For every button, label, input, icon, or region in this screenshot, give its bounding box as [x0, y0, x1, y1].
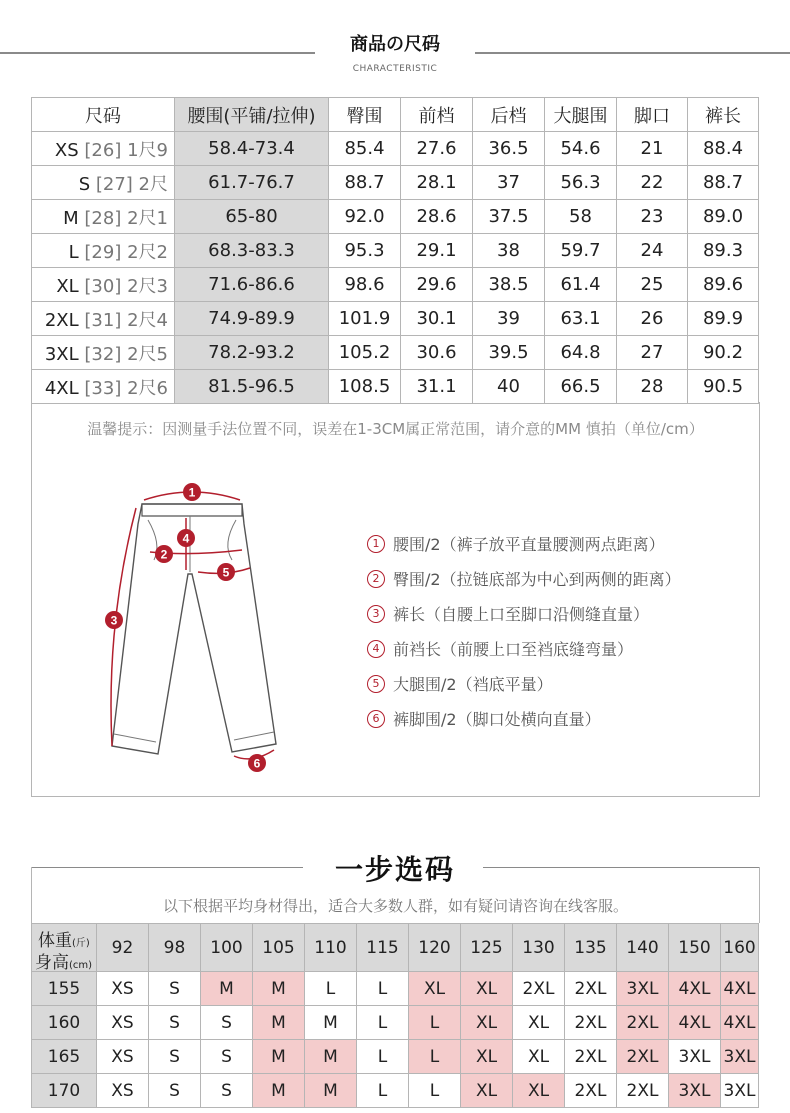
- recommended-size-cell: M: [201, 972, 253, 1006]
- recommended-size-cell: 4XL: [669, 1006, 721, 1040]
- size-label-cell: [32, 166, 175, 200]
- recommended-size-cell: L: [357, 1074, 409, 1108]
- size-waist-chi: 2尺2: [127, 241, 168, 263]
- recommended-size-cell: L: [357, 1006, 409, 1040]
- recommended-size-cell: S: [149, 972, 201, 1006]
- selector-table-body: [32, 972, 759, 1108]
- recommended-size-cell: XL: [461, 1040, 513, 1074]
- legend-item: [367, 631, 681, 666]
- size-table-body: [32, 132, 759, 404]
- selector-row: [32, 972, 759, 1006]
- size-value-waist: 58.4-73.4: [175, 132, 329, 166]
- size-value-back: 38: [473, 234, 545, 268]
- size-value-waist: 81.5-96.5: [175, 370, 329, 404]
- recommended-size-cell: 4XL: [721, 972, 759, 1006]
- size-value-front: 29.6: [401, 268, 473, 302]
- weight-header-cell: 92: [97, 924, 149, 972]
- height-cell: 155: [32, 972, 97, 1006]
- header-length: 裤长: [688, 98, 759, 132]
- svg-text:2: 2: [160, 547, 168, 562]
- size-row: [32, 302, 759, 336]
- recommended-size-cell: M: [305, 1074, 357, 1108]
- weight-header-cell: 115: [357, 924, 409, 972]
- legend-item: [367, 596, 681, 631]
- recommended-size-cell: 3XL: [669, 1074, 721, 1108]
- marker-6: [248, 754, 266, 772]
- size-value-waist: 61.7-76.7: [175, 166, 329, 200]
- legend-text: 前裆长（前腰上口至裆底缝弯量）: [393, 640, 634, 659]
- weight-label: 体重(斤): [38, 931, 90, 951]
- size-value-hip: 105.2: [329, 336, 401, 370]
- size-waist-inch: [33]: [84, 377, 122, 399]
- size-value-hem: 23: [617, 200, 688, 234]
- size-waist-chi: 2尺5: [127, 343, 168, 365]
- size-waist-chi: 2尺4: [127, 309, 168, 331]
- weight-header-cell: 150: [669, 924, 721, 972]
- recommended-size-cell: L: [357, 1040, 409, 1074]
- size-value-back: 39: [473, 302, 545, 336]
- size-value-thigh: 66.5: [545, 370, 617, 404]
- weight-header-cell: 110: [305, 924, 357, 972]
- recommended-size-cell: S: [201, 1006, 253, 1040]
- recommended-size-cell: XS: [97, 1074, 149, 1108]
- recommended-size-cell: L: [305, 972, 357, 1006]
- size-value-hem: 21: [617, 132, 688, 166]
- recommended-size-cell: 2XL: [565, 1074, 617, 1108]
- recommended-size-cell: XL: [513, 1040, 565, 1074]
- size-value-hip: 95.3: [329, 234, 401, 268]
- size-value-front: 30.1: [401, 302, 473, 336]
- size-value-hip: 108.5: [329, 370, 401, 404]
- marker-3: [105, 611, 123, 629]
- page-subtitle: CHARACTERISTIC: [352, 64, 438, 74]
- size-table: [31, 97, 759, 404]
- recommended-size-cell: 2XL: [565, 1040, 617, 1074]
- size-label-cell: [32, 370, 175, 404]
- marker-5: [217, 563, 235, 581]
- recommended-size-cell: 3XL: [721, 1040, 759, 1074]
- recommended-size-cell: 3XL: [721, 1074, 759, 1108]
- header-front-rise: 前档: [401, 98, 473, 132]
- size-value-thigh: 64.8: [545, 336, 617, 370]
- pants-diagram: [92, 464, 312, 784]
- size-value-hip: 101.9: [329, 302, 401, 336]
- size-value-hem: 25: [617, 268, 688, 302]
- size-value-hem: 27: [617, 336, 688, 370]
- size-value-front: 28.6: [401, 200, 473, 234]
- size-value-back: 37.5: [473, 200, 545, 234]
- recommended-size-cell: L: [409, 1040, 461, 1074]
- recommended-size-cell: 2XL: [617, 1074, 669, 1108]
- size-value-length: 89.6: [688, 268, 759, 302]
- svg-text:3: 3: [110, 613, 118, 628]
- recommended-size-cell: XL: [461, 972, 513, 1006]
- size-value-length: 89.0: [688, 200, 759, 234]
- size-row: [32, 336, 759, 370]
- size-value-hip: 98.6: [329, 268, 401, 302]
- size-waist-inch: [32]: [84, 343, 122, 365]
- size-value-front: 28.1: [401, 166, 473, 200]
- size-value-hip: 85.4: [329, 132, 401, 166]
- size-value-waist: 74.9-89.9: [175, 302, 329, 336]
- height-label: 身高(cm): [35, 953, 93, 973]
- size-waist-inch: [26]: [84, 139, 122, 161]
- size-section-header: [0, 0, 790, 90]
- recommended-size-cell: 2XL: [565, 1006, 617, 1040]
- size-label: S: [78, 173, 91, 195]
- size-label: 4XL: [44, 377, 79, 399]
- recommended-size-cell: XL: [461, 1006, 513, 1040]
- weight-header-cell: 105: [253, 924, 305, 972]
- legend-number: 3: [367, 605, 385, 623]
- recommended-size-cell: 4XL: [669, 972, 721, 1006]
- selector-header-row: [32, 924, 759, 972]
- size-waist-chi: 2尺: [138, 173, 168, 195]
- size-value-hip: 88.7: [329, 166, 401, 200]
- legend-text: 腰围/2（裤子放平直量腰测两点距离）: [393, 535, 665, 554]
- size-label: 3XL: [44, 343, 79, 365]
- size-waist-chi: 2尺6: [127, 377, 168, 399]
- recommended-size-cell: L: [409, 1074, 461, 1108]
- legend-text: 裤脚围/2（脚口处横向直量）: [393, 710, 601, 729]
- size-value-hem: 26: [617, 302, 688, 336]
- selector-note-box: [31, 867, 760, 923]
- measurement-legend: [367, 526, 681, 736]
- header-size: 尺码: [32, 98, 175, 132]
- legend-item: [367, 701, 681, 736]
- size-waist-inch: [28]: [84, 207, 122, 229]
- size-waist-chi: 1尺9: [127, 139, 168, 161]
- size-value-thigh: 54.6: [545, 132, 617, 166]
- weight-header-cell: 125: [461, 924, 513, 972]
- size-value-length: 88.4: [688, 132, 759, 166]
- measurement-tip: 温馨提示：因测量手法位置不同，误差在1-3CM属正常范围，请介意的MM 慎拍（单位/cm）: [87, 420, 704, 438]
- header-hem: 脚口: [617, 98, 688, 132]
- recommended-size-cell: 3XL: [617, 972, 669, 1006]
- recommended-size-cell: M: [305, 1006, 357, 1040]
- legend-item: [367, 561, 681, 596]
- recommended-size-cell: M: [305, 1040, 357, 1074]
- size-value-back: 39.5: [473, 336, 545, 370]
- selector-row: [32, 1040, 759, 1074]
- size-value-front: 31.1: [401, 370, 473, 404]
- size-value-thigh: 58: [545, 200, 617, 234]
- selector-note: 以下根据平均身材得出，适合大多数人群，如有疑问请咨询在线客服。: [162, 897, 628, 915]
- size-row: [32, 132, 759, 166]
- recommended-size-cell: 2XL: [565, 972, 617, 1006]
- size-value-thigh: 61.4: [545, 268, 617, 302]
- size-value-hem: 24: [617, 234, 688, 268]
- marker-1: [183, 483, 201, 501]
- size-row: [32, 370, 759, 404]
- selector-title: 一步选码: [334, 853, 455, 886]
- size-label-cell: [32, 200, 175, 234]
- recommended-size-cell: 4XL: [721, 1006, 759, 1040]
- size-row: [32, 166, 759, 200]
- header-thigh: 大腿围: [545, 98, 617, 132]
- size-waist-inch: [31]: [84, 309, 122, 331]
- size-label-cell: [32, 302, 175, 336]
- page-title: 商品の尺码: [350, 34, 440, 55]
- recommended-size-cell: 2XL: [617, 1040, 669, 1074]
- size-row: [32, 200, 759, 234]
- selector-row: [32, 1074, 759, 1108]
- recommended-size-cell: S: [149, 1074, 201, 1108]
- svg-text:6: 6: [253, 756, 261, 771]
- recommended-size-cell: 3XL: [669, 1040, 721, 1074]
- measurement-diagram-box: [31, 402, 760, 797]
- recommended-size-cell: XL: [513, 1074, 565, 1108]
- recommended-size-cell: M: [253, 1040, 305, 1074]
- svg-text:1: 1: [188, 485, 196, 500]
- size-waist-inch: [30]: [84, 275, 122, 297]
- size-waist-inch: [27]: [95, 173, 133, 195]
- weight-header-cell: 120: [409, 924, 461, 972]
- recommended-size-cell: 2XL: [513, 972, 565, 1006]
- recommended-size-cell: L: [409, 1006, 461, 1040]
- legend-text: 臀围/2（拉链底部为中心到两侧的距离）: [393, 570, 681, 589]
- size-value-back: 38.5: [473, 268, 545, 302]
- recommended-size-cell: XS: [97, 1006, 149, 1040]
- recommended-size-cell: M: [253, 1006, 305, 1040]
- weight-header-cell: 130: [513, 924, 565, 972]
- marker-2: [155, 545, 173, 563]
- size-value-front: 27.6: [401, 132, 473, 166]
- legend-text: 裤长（自腰上口至脚口沿侧缝直量）: [393, 605, 650, 624]
- legend-number: 4: [367, 640, 385, 658]
- weight-header-cell: 100: [201, 924, 253, 972]
- header-waist: 腰围(平铺/拉伸): [175, 98, 329, 132]
- recommended-size-cell: S: [201, 1074, 253, 1108]
- legend-number: 5: [367, 675, 385, 693]
- size-value-back: 37: [473, 166, 545, 200]
- legend-number: 6: [367, 710, 385, 728]
- recommended-size-cell: L: [357, 972, 409, 1006]
- size-value-back: 40: [473, 370, 545, 404]
- size-label: M: [63, 207, 79, 229]
- size-label-cell: [32, 268, 175, 302]
- weight-header-cell: 160: [721, 924, 759, 972]
- recommended-size-cell: 2XL: [617, 1006, 669, 1040]
- recommended-size-cell: M: [253, 972, 305, 1006]
- size-value-length: 89.9: [688, 302, 759, 336]
- size-label: L: [68, 241, 79, 263]
- size-value-length: 89.3: [688, 234, 759, 268]
- recommended-size-cell: S: [149, 1040, 201, 1074]
- recommended-size-cell: M: [253, 1074, 305, 1108]
- size-value-waist: 68.3-83.3: [175, 234, 329, 268]
- header-back-rise: 后档: [473, 98, 545, 132]
- size-value-hip: 92.0: [329, 200, 401, 234]
- svg-text:4: 4: [182, 531, 190, 546]
- height-cell: 165: [32, 1040, 97, 1074]
- height-cell: 170: [32, 1074, 97, 1108]
- size-row: [32, 234, 759, 268]
- svg-text:5: 5: [222, 565, 230, 580]
- size-value-thigh: 59.7: [545, 234, 617, 268]
- size-waist-inch: [29]: [84, 241, 122, 263]
- size-value-back: 36.5: [473, 132, 545, 166]
- size-label: 2XL: [44, 309, 79, 331]
- size-value-front: 29.1: [401, 234, 473, 268]
- size-waist-chi: 2尺3: [127, 275, 168, 297]
- size-table-header-row: [32, 98, 759, 132]
- legend-number: 2: [367, 570, 385, 588]
- size-label-cell: [32, 132, 175, 166]
- marker-4: [177, 529, 195, 547]
- size-label: XL: [56, 275, 79, 297]
- legend-number: 1: [367, 535, 385, 553]
- size-value-length: 90.5: [688, 370, 759, 404]
- recommended-size-cell: XS: [97, 972, 149, 1006]
- selector-row: [32, 1006, 759, 1040]
- recommended-size-cell: XL: [513, 1006, 565, 1040]
- size-row: [32, 268, 759, 302]
- weight-header-cell: 140: [617, 924, 669, 972]
- size-value-waist: 78.2-93.2: [175, 336, 329, 370]
- header-hip: 臀围: [329, 98, 401, 132]
- size-value-thigh: 56.3: [545, 166, 617, 200]
- height-cell: 160: [32, 1006, 97, 1040]
- size-label-cell: [32, 336, 175, 370]
- size-value-hem: 22: [617, 166, 688, 200]
- legend-item: [367, 666, 681, 701]
- size-value-waist: 65-80: [175, 200, 329, 234]
- recommended-size-cell: S: [149, 1006, 201, 1040]
- size-value-length: 88.7: [688, 166, 759, 200]
- weight-header-cell: 135: [565, 924, 617, 972]
- size-waist-chi: 2尺1: [127, 207, 168, 229]
- size-label: XS: [54, 139, 79, 161]
- size-selector-table: [31, 923, 759, 1108]
- size-label-cell: [32, 234, 175, 268]
- size-value-thigh: 63.1: [545, 302, 617, 336]
- recommended-size-cell: S: [201, 1040, 253, 1074]
- selector-corner-cell: [32, 924, 97, 972]
- size-value-front: 30.6: [401, 336, 473, 370]
- size-value-waist: 71.6-86.6: [175, 268, 329, 302]
- legend-text: 大腿围/2（裆底平量）: [393, 675, 553, 694]
- recommended-size-cell: XL: [461, 1074, 513, 1108]
- weight-header-cell: 98: [149, 924, 201, 972]
- recommended-size-cell: XL: [409, 972, 461, 1006]
- size-value-length: 90.2: [688, 336, 759, 370]
- size-value-hem: 28: [617, 370, 688, 404]
- recommended-size-cell: XS: [97, 1040, 149, 1074]
- legend-item: [367, 526, 681, 561]
